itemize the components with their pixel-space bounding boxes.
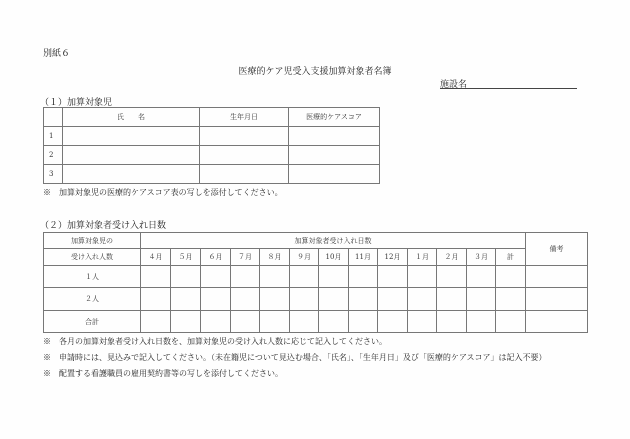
facility-name-field[interactable] <box>440 78 577 89</box>
month-jun: ６月 <box>201 249 231 266</box>
total-cell[interactable] <box>496 266 526 288</box>
day-cell[interactable] <box>378 311 408 333</box>
day-cell[interactable] <box>290 288 319 311</box>
day-cell[interactable] <box>201 266 231 288</box>
section2-note-1: ※ 各月の加算対象者受け入れ日数を、加算対象児の受け入れ人数に応じて記入してください。 <box>43 337 387 346</box>
day-cell[interactable] <box>349 288 378 311</box>
month-sep: ９月 <box>290 249 319 266</box>
care-score-cell[interactable] <box>289 165 380 184</box>
day-cell[interactable] <box>141 311 171 333</box>
day-cell[interactable] <box>290 266 319 288</box>
care-score-cell[interactable] <box>289 146 380 165</box>
row-label: 合計 <box>44 311 141 333</box>
day-cell[interactable] <box>231 266 260 288</box>
section1-note: ※ 加算対象児の医療的ケアスコア表の写しを添付してください。 <box>43 188 283 197</box>
dob-cell[interactable] <box>200 165 289 184</box>
group-header: 加算対象者受け入れ日数 <box>141 233 526 249</box>
month-oct: 10月 <box>319 249 349 266</box>
row-header-line1: 加算対象児の <box>44 233 141 249</box>
target-children-table <box>43 107 380 184</box>
day-cell[interactable] <box>171 266 201 288</box>
month-header-row <box>44 249 588 266</box>
section2-note-2: ※ 申請時には、見込みで記入してください。（未在籍児について見込む場合、「氏名」、「生年月日」及び「医療的ケアスコア」は記入不要） <box>43 353 547 362</box>
day-cell[interactable] <box>260 311 290 333</box>
day-cell[interactable] <box>260 288 290 311</box>
day-cell[interactable] <box>290 311 319 333</box>
day-cell[interactable] <box>467 288 496 311</box>
day-cell[interactable] <box>201 288 231 311</box>
table-header-row <box>44 233 588 249</box>
day-cell[interactable] <box>349 266 378 288</box>
day-cell[interactable] <box>437 266 467 288</box>
table-row <box>44 266 588 288</box>
notes-cell[interactable] <box>526 288 588 311</box>
name-cell[interactable] <box>63 146 200 165</box>
total-cell[interactable] <box>496 311 526 333</box>
day-cell[interactable] <box>408 311 437 333</box>
day-cell[interactable] <box>231 288 260 311</box>
header-dob: 生年月日 <box>200 108 289 127</box>
care-score-cell[interactable] <box>289 127 380 146</box>
section2-note-3: ※ 配置する看護職員の雇用契約書等の写しを添付してください。 <box>43 369 283 378</box>
day-cell[interactable] <box>319 288 349 311</box>
day-cell[interactable] <box>260 266 290 288</box>
day-cell[interactable] <box>319 311 349 333</box>
notes-header: 備考 <box>526 233 588 266</box>
row-number: 2 <box>44 146 63 165</box>
section2-heading: （２）加算対象者受け入れ日数 <box>40 221 167 231</box>
section1-heading: （１）加算対象児 <box>40 98 113 108</box>
day-cell[interactable] <box>319 266 349 288</box>
day-cell[interactable] <box>467 266 496 288</box>
row-header-line2: 受け入れ人数 <box>44 249 141 266</box>
table-row <box>44 311 588 333</box>
row-label: ２人 <box>44 288 141 311</box>
header-name: 氏 名 <box>63 108 200 127</box>
total-header: 計 <box>496 249 526 266</box>
month-jan: １月 <box>408 249 437 266</box>
month-may: ５月 <box>171 249 201 266</box>
day-cell[interactable] <box>408 266 437 288</box>
row-label: １人 <box>44 266 141 288</box>
day-cell[interactable] <box>437 288 467 311</box>
notes-cell[interactable] <box>526 311 588 333</box>
header-no <box>44 108 63 127</box>
total-cell[interactable] <box>496 288 526 311</box>
day-cell[interactable] <box>378 266 408 288</box>
name-cell[interactable] <box>63 127 200 146</box>
header-care-score: 医療的ケアスコア <box>289 108 380 127</box>
attachment-label: 別紙６ <box>43 49 71 59</box>
day-cell[interactable] <box>171 288 201 311</box>
row-number: 1 <box>44 127 63 146</box>
row-number: 3 <box>44 165 63 184</box>
day-cell[interactable] <box>141 288 171 311</box>
day-cell[interactable] <box>378 288 408 311</box>
name-cell[interactable] <box>63 165 200 184</box>
table-row <box>44 165 380 184</box>
day-cell[interactable] <box>408 288 437 311</box>
table-row <box>44 288 588 311</box>
month-nov: 11月 <box>349 249 378 266</box>
table-header-row <box>44 108 380 127</box>
notes-cell[interactable] <box>526 266 588 288</box>
month-feb: ２月 <box>437 249 467 266</box>
month-mar: ３月 <box>467 249 496 266</box>
day-cell[interactable] <box>141 266 171 288</box>
table-row <box>44 146 380 165</box>
day-cell[interactable] <box>201 311 231 333</box>
acceptance-days-table <box>43 232 588 333</box>
table-row <box>44 127 380 146</box>
month-apr: ４月 <box>141 249 171 266</box>
day-cell[interactable] <box>437 311 467 333</box>
dob-cell[interactable] <box>200 127 289 146</box>
day-cell[interactable] <box>171 311 201 333</box>
facility-label: 施設名 <box>440 80 468 90</box>
month-jul: ７月 <box>231 249 260 266</box>
dob-cell[interactable] <box>200 146 289 165</box>
day-cell[interactable] <box>231 311 260 333</box>
day-cell[interactable] <box>349 311 378 333</box>
month-aug: ８月 <box>260 249 290 266</box>
day-cell[interactable] <box>467 311 496 333</box>
document-title: 医療的ケア児受入支援加算対象者名簿 <box>238 67 392 77</box>
month-dec: 12月 <box>378 249 408 266</box>
